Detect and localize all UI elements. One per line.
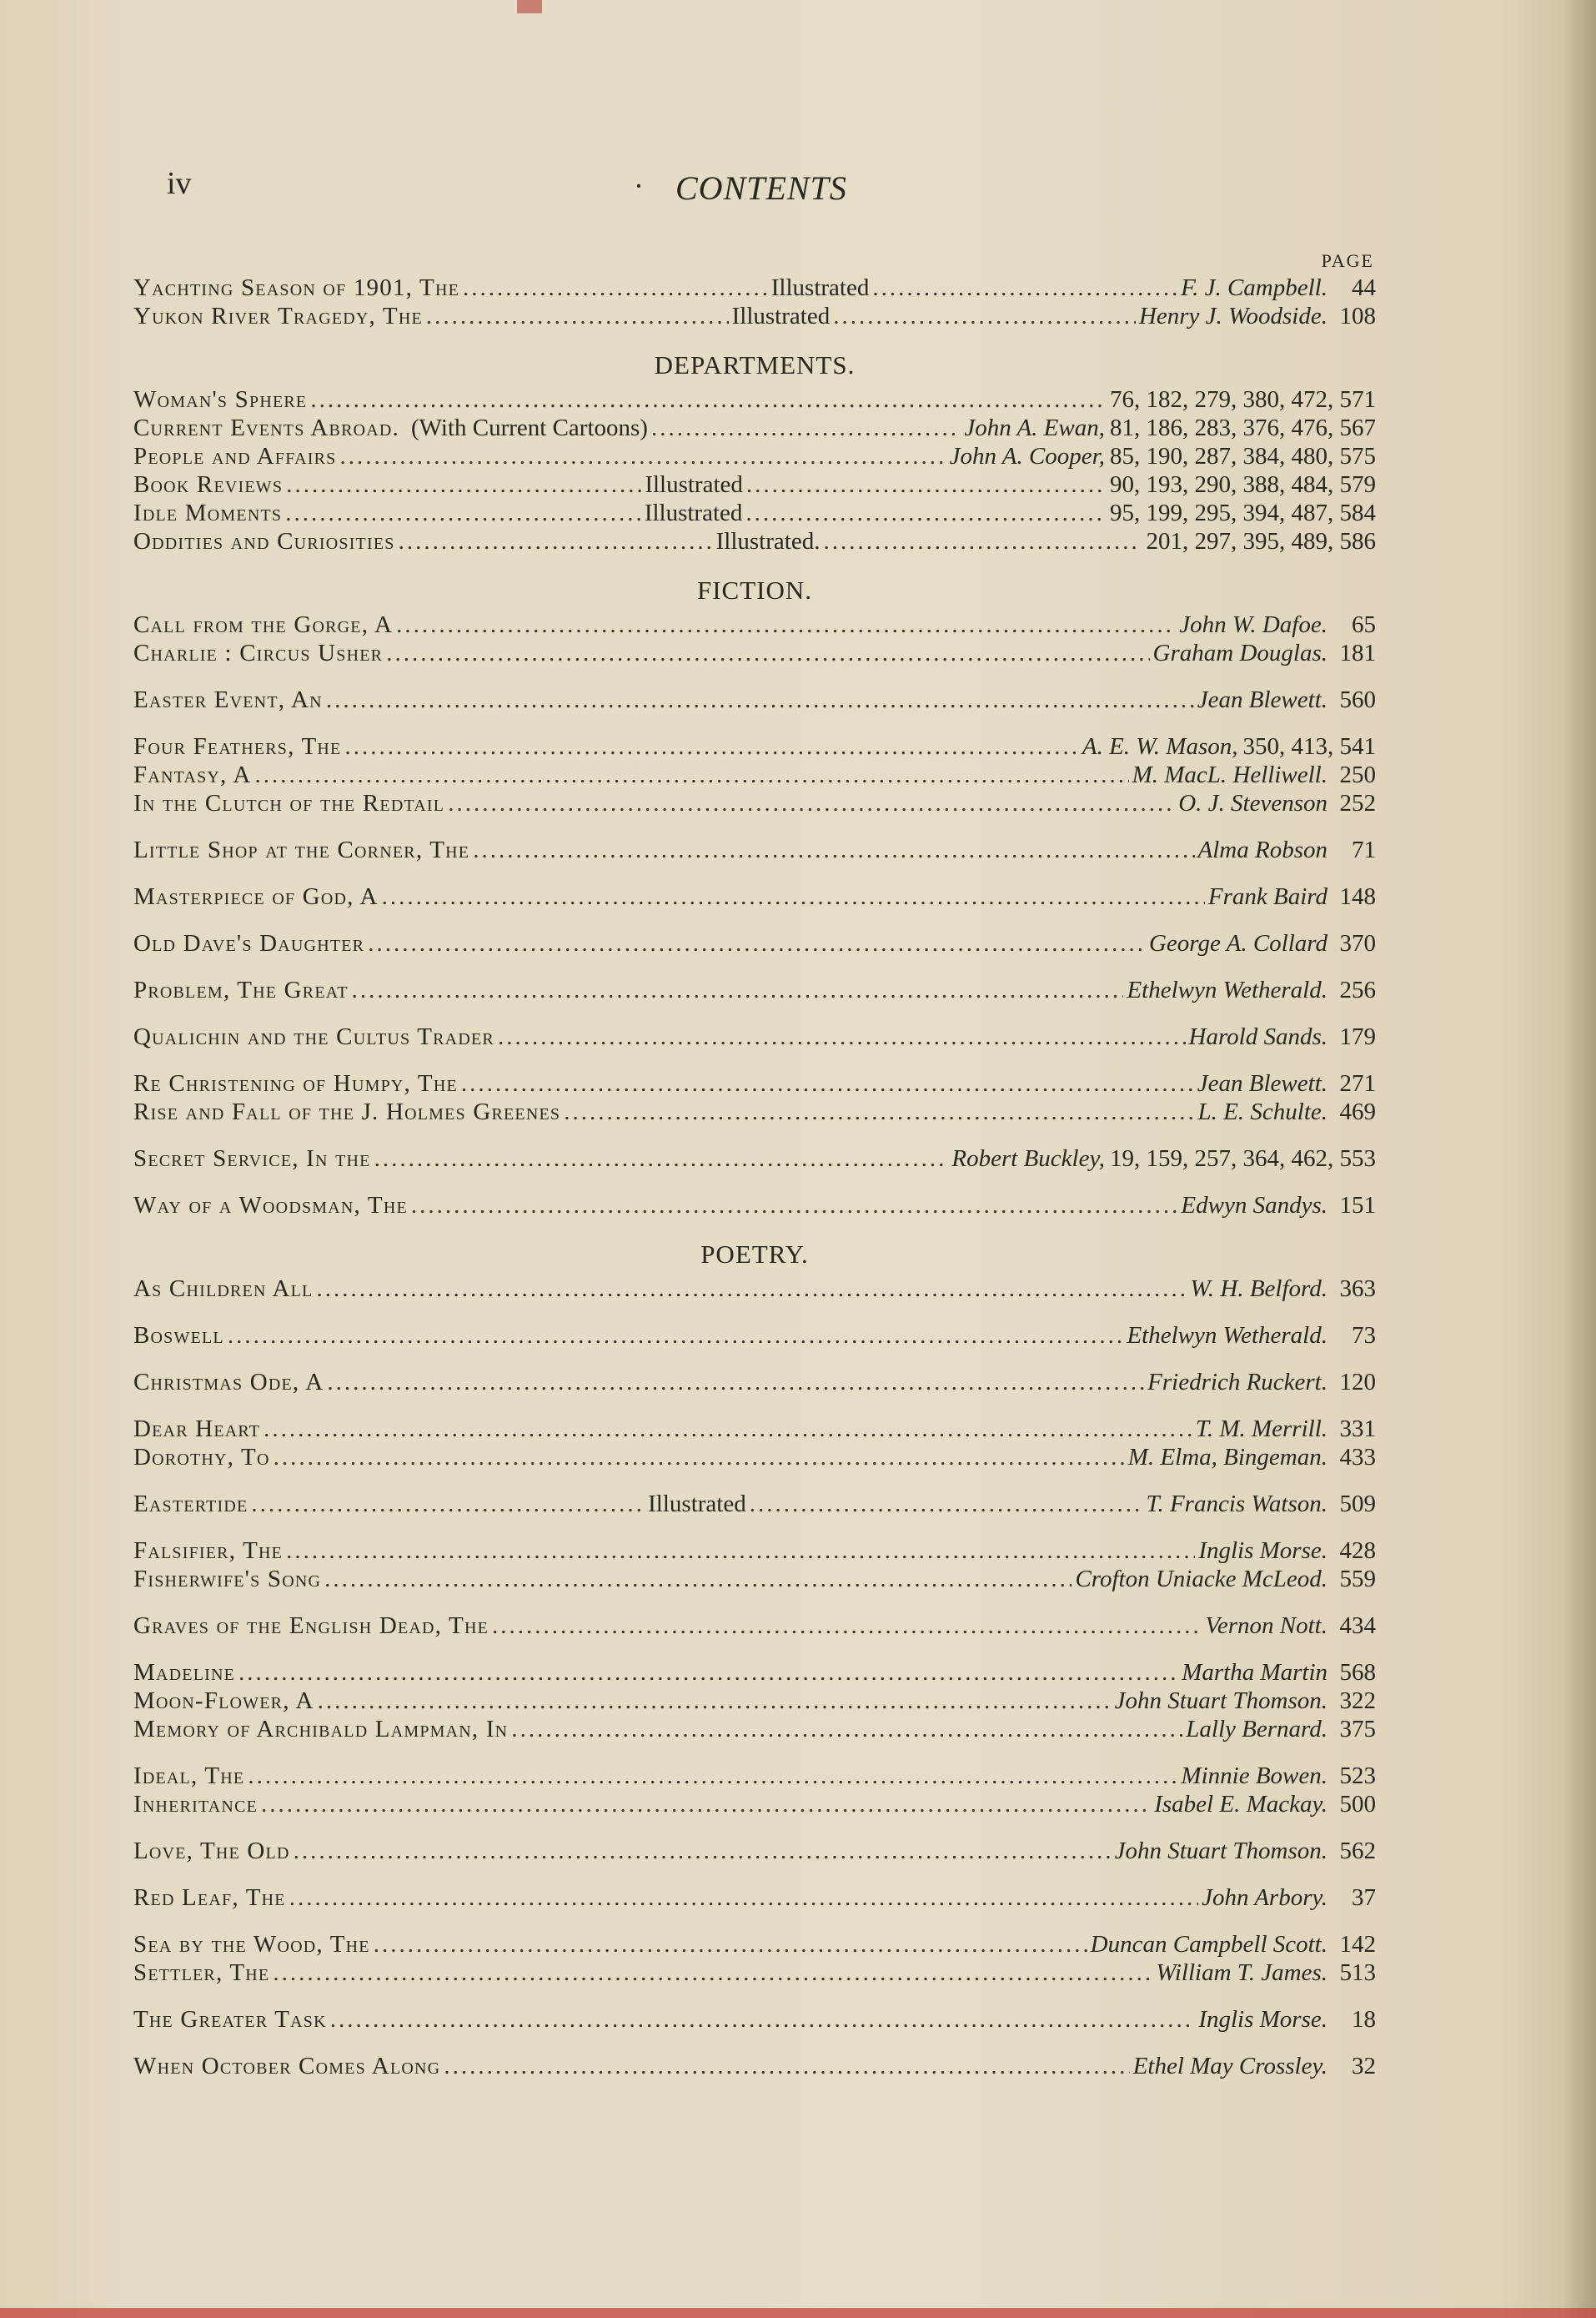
entry-title: In the Clutch of the Redtail [133,790,445,817]
toc-entry [133,1536,1376,1565]
leader-dots [374,1930,1087,1958]
entry-title: Current Events Abroad. [133,415,400,441]
poetry-list [133,1275,1376,2080]
cover-edge [0,2308,1596,2318]
entry-page: 523 [1339,1762,1376,1789]
toc-entry [133,1443,1376,1471]
leader-dots [745,499,1102,527]
leader-dots [833,302,1136,330]
entry-author: Martha Martin [1182,1659,1327,1686]
toc-entry [133,414,1376,442]
entry-author: Graham Douglas. [1152,640,1327,666]
entry-title: Little Shop at the Corner, The [133,837,470,863]
entry-page: 148 [1339,883,1376,910]
toc-entry [133,470,1376,499]
toc-entry [133,639,1376,667]
section-heading-departments: DEPARTMENTS. [654,350,856,380]
toc-entry [133,1958,1376,1987]
toc-entry [133,789,1376,817]
entry-page: 560 [1339,686,1376,713]
entry-page: 363 [1339,1275,1376,1302]
toc-entry [133,1837,1376,1865]
fiction-list [133,611,1376,1219]
entry-page: 120 [1339,1369,1376,1395]
leader-dots [368,929,1146,958]
entry-title: Eastertide [133,1491,248,1517]
toc-entry [133,1565,1376,1593]
toc-entry [133,836,1376,864]
entry-pages: 95, 199, 295, 394, 487, 584 [1110,500,1376,526]
table-of-contents [133,250,1376,2080]
entry-page: 108 [1339,303,1376,329]
entry-author: Ethel May Crossley. [1132,2053,1327,2079]
entry-title: Call from the Gorge, A [133,611,394,638]
toc-entry [133,686,1376,714]
leader-dots [473,836,1194,864]
leader-dots [461,1069,1194,1098]
entry-author: Ethelwyn Wetherald. [1127,1322,1327,1349]
toc-entry [133,882,1376,911]
entry-author: George A. Collard [1148,930,1327,957]
entry-author: O. J. Stevenson [1178,790,1327,817]
entry-title: Masterpiece of God, A [133,883,379,910]
entry-title: Idle Moments [133,500,283,526]
entry-title: Way of a Woodsman, The [133,1192,408,1219]
leader-dots [248,1762,1177,1790]
entry-page: 433 [1339,1444,1376,1471]
entry-author: Edwyn Sandys. [1181,1192,1327,1219]
entry-author: Jean Blewett. [1197,686,1327,713]
entry-pages: 81, 186, 283, 376, 476, 567 [1110,415,1376,441]
entry-author: Lally Bernard. [1186,1716,1327,1742]
leader-dots [872,274,1177,302]
entry-page: 252 [1339,790,1376,817]
leader-dots [289,1883,1198,1912]
toc-entry [133,732,1376,761]
entry-title: Re Christening of Humpy, The [133,1070,458,1097]
entry-title: People and Affairs [133,443,337,470]
leader-dots [396,611,1176,639]
leader-dots [352,976,1124,1004]
entry-author: John Arbory. [1202,1884,1327,1911]
entry-page: 37 [1352,1884,1376,1911]
entry-author: Isabel E. Mackay. [1154,1791,1327,1818]
toc-entry [133,1715,1376,1743]
entry-author: Alma Robson [1197,837,1327,863]
page-column-label: PAGE [1321,250,1374,271]
leader-dots [492,1612,1202,1640]
entry-page: 181 [1339,640,1376,666]
entry-title: Dear Heart [133,1415,261,1442]
leader-dots [444,2052,1129,2080]
toc-entry [133,1762,1376,1790]
leader-dots [448,789,1175,817]
entry-author: Ethelwyn Wetherald. [1127,977,1327,1003]
leader-dots [286,470,641,499]
entry-title: Dorothy, To [133,1444,270,1471]
entry-author: John A. Ewan, [964,415,1105,441]
leader-dots [251,1490,645,1518]
leader-dots [651,414,961,442]
leader-dots [254,761,1128,789]
entry-illustrated: Illustrated [645,471,743,498]
entry-title: Problem, The Great [133,977,349,1003]
entry-page: 32 [1352,2053,1376,2079]
entry-title: When October Comes Along [133,2053,441,2079]
toc-entry [133,385,1376,414]
toc-entry [133,442,1376,470]
section-heading-poetry: POETRY. [700,1239,809,1269]
entry-author: Harold Sands. [1188,1023,1327,1050]
entry-page: 428 [1339,1537,1376,1564]
toc-entry [133,761,1376,789]
entry-page: 513 [1339,1959,1376,1986]
toc-entry [133,2005,1376,2034]
entry-page: 322 [1339,1687,1376,1714]
entry-title: Sea by the Wood, The [133,1931,370,1958]
leader-dots [274,1443,1125,1471]
leader-dots [238,1658,1178,1687]
entry-title: Qualichin and the Cultus Trader [133,1023,494,1050]
leader-dots [261,1790,1151,1818]
toc-entry [133,1790,1376,1818]
entry-title: Falsifier, The [133,1537,284,1564]
entry-author: Duncan Campbell Scott. [1090,1931,1327,1958]
entry-title: Graves of the English Dead, The [133,1612,489,1639]
entry-title: The Greater Task [133,2006,327,2033]
entry-page: 179 [1339,1023,1376,1050]
toc-entry [133,1883,1376,1912]
leader-dots [263,1415,1192,1443]
toc-entry [133,1368,1376,1396]
section-heading-fiction: FICTION. [696,576,813,605]
entry-page: 65 [1352,611,1376,638]
toc-entry [133,1069,1376,1098]
running-title: CONTENTS [675,169,847,207]
entry-author: John Stuart Thomson. [1114,1687,1327,1714]
entry-pages: 76, 182, 279, 380, 472, 571 [1110,386,1376,413]
toc-entry [133,1321,1376,1350]
leader-dots [746,470,1102,499]
entry-author: M. MacL. Helliwell. [1132,762,1327,788]
entry-pages: 85, 190, 287, 384, 480, 575 [1110,443,1376,470]
leader-dots [294,1837,1112,1865]
entry-author: John Stuart Thomson. [1114,1838,1327,1864]
leader-dots [310,385,1102,414]
entry-title: Red Leaf, The [133,1884,286,1911]
entry-author: A. E. W. Mason, [1082,733,1238,760]
entry-page: 370 [1339,930,1376,957]
leader-dots [750,1490,1143,1518]
entry-title: Moon-Flower, A [133,1687,314,1714]
leader-dots [326,686,1194,714]
entry-illustrated: Illustrated [770,274,870,301]
entry-author: Vernon Nott. [1205,1612,1327,1639]
toc-entry [133,527,1376,556]
entry-title: Oddities and Curiosities [133,528,395,555]
leader-dots [318,1687,1112,1715]
entry-author: Henry J. Woodside. [1138,303,1327,329]
leader-dots [426,302,729,330]
header-dot: · [634,169,644,203]
toc-entry [133,1275,1376,1303]
leader-dots [411,1191,1178,1219]
leader-dots [463,274,768,302]
entry-author: Crofton Uniacke McLeod. [1075,1566,1327,1592]
entry-page: 73 [1352,1322,1376,1349]
entry-page: 18 [1352,2006,1376,2033]
entry-page: 256 [1339,977,1376,1003]
entry-illustrated: Illustrated [731,303,831,329]
toc-entry [133,1023,1376,1051]
leader-dots [330,2005,1196,2034]
entry-illustrated: Illustrated. [715,528,821,555]
toc-entry [133,1490,1376,1518]
toc-entry [133,1612,1376,1640]
toc-entry [133,1658,1376,1687]
entry-page: 559 [1339,1566,1376,1592]
entry-title: Rise and Fall of the J. Holmes Greenes [133,1099,561,1125]
leader-dots [339,442,946,470]
entry-illustrated: Illustrated [644,500,743,526]
entry-title: Settler, The [133,1959,270,1986]
entry-author: T. Francis Watson. [1146,1491,1327,1517]
entry-author: Frank Baird [1207,883,1327,910]
leader-dots [399,527,713,556]
leader-dots [382,882,1205,911]
entry-page: 350, 413, 541 [1242,733,1376,760]
entry-author: Inglis Morse. [1198,1537,1327,1564]
entry-author: William T. James. [1156,1959,1327,1986]
entry-page: 562 [1339,1838,1376,1864]
toc-entry [133,1930,1376,1958]
entry-title: Woman's Sphere [133,386,308,413]
leader-dots [344,732,1078,761]
entry-page: 250 [1339,762,1376,788]
entry-title: Easter Event, An [133,686,323,713]
entry-page: 375 [1339,1716,1376,1742]
entry-page: 568 [1339,1659,1376,1686]
entry-title: Charlie : Circus Usher [133,640,384,666]
leader-dots [386,639,1149,667]
toc-entry [133,929,1376,958]
entry-title: Fisherwife's Song [133,1566,322,1592]
entry-title: Ideal, The [133,1762,245,1789]
entry-page: 509 [1339,1491,1376,1517]
toc-entry [133,499,1376,527]
toc-entry [133,1687,1376,1715]
entry-page: 271 [1339,1070,1376,1097]
entry-author: F. J. Campbell. [1181,274,1327,301]
entry-title: As Children All [133,1275,314,1302]
leader-dots [285,499,641,527]
leader-dots [286,1536,1195,1565]
toc-entry [133,611,1376,639]
leader-dots [823,527,1137,556]
ribbon-mark [517,0,542,13]
page-header [167,165,1384,215]
entry-title: Book Reviews [133,471,284,498]
entry-page: 331 [1339,1415,1376,1442]
leader-dots [564,1098,1194,1126]
entry-page: 434 [1339,1612,1376,1639]
entry-author: M. Elma, Bingeman. [1127,1444,1327,1471]
entry-title: Four Feathers, The [133,733,342,760]
toc-entry [133,1191,1376,1219]
entry-title: Secret Service, In the [133,1145,371,1172]
entry-page: 44 [1351,274,1376,301]
entry-title: Fantasy, A [133,762,252,788]
leader-dots [273,1958,1152,1987]
leader-dots [374,1144,949,1173]
entry-title: Yukon River Tragedy, The [133,303,423,329]
toc-entry [133,1144,1376,1173]
entry-illustrated: Illustrated [648,1491,746,1517]
page-folio: iv [167,166,192,201]
entry-page: 469 [1339,1099,1376,1125]
entry-author: Robert Buckley, [951,1145,1105,1172]
entry-author: John A. Cooper, [949,443,1105,470]
leader-dots [316,1275,1187,1303]
entry-page: 500 [1339,1791,1376,1818]
entry-title: Love, The Old [133,1838,290,1864]
toc-entry [133,1415,1376,1443]
toc-entry [133,274,1376,302]
entry-title: Christmas Ode, A [133,1369,324,1395]
toc-entry [133,1098,1376,1126]
toc-entry [133,302,1376,330]
entry-author: W. H. Belford. [1190,1275,1327,1302]
entry-pages: 201, 297, 395, 489, 586 [1146,528,1376,555]
entry-note: (With Current Cartoons) [411,415,648,441]
leader-dots [498,1023,1186,1051]
entry-author: Minnie Bowen. [1181,1762,1327,1789]
entry-title: Yachting Season of 1901, The [133,274,459,301]
leader-dots [324,1565,1072,1593]
entry-page: 151 [1339,1192,1376,1219]
entry-author: L. E. Schulte. [1197,1099,1327,1125]
entry-title: Boswell [133,1322,224,1349]
entry-pages: 90, 193, 290, 388, 484, 579 [1110,471,1376,498]
entry-page: 71 [1352,837,1376,863]
leader-dots [511,1715,1182,1743]
toc-entry [133,2052,1376,2080]
entry-page: 142 [1339,1931,1376,1958]
toc-entry [133,976,1376,1004]
entry-author: Inglis Morse. [1198,2006,1327,2033]
leader-dots [228,1321,1124,1350]
entry-author: Friedrich Ruckert. [1147,1369,1327,1395]
entry-title: Madeline [133,1659,236,1686]
entry-author: T. M. Merrill. [1195,1415,1327,1442]
entry-title: Old Dave's Daughter [133,930,365,957]
entry-page: 19, 159, 257, 364, 462, 553 [1110,1145,1376,1172]
entry-title: Memory of Archibald Lampman, In [133,1716,509,1742]
entry-title: Inheritance [133,1791,258,1818]
entry-author: John W. Dafoe. [1179,611,1327,638]
page-edge-shadow [1563,0,1596,2318]
leader-dots [327,1368,1144,1396]
entry-author: Jean Blewett. [1197,1070,1327,1097]
